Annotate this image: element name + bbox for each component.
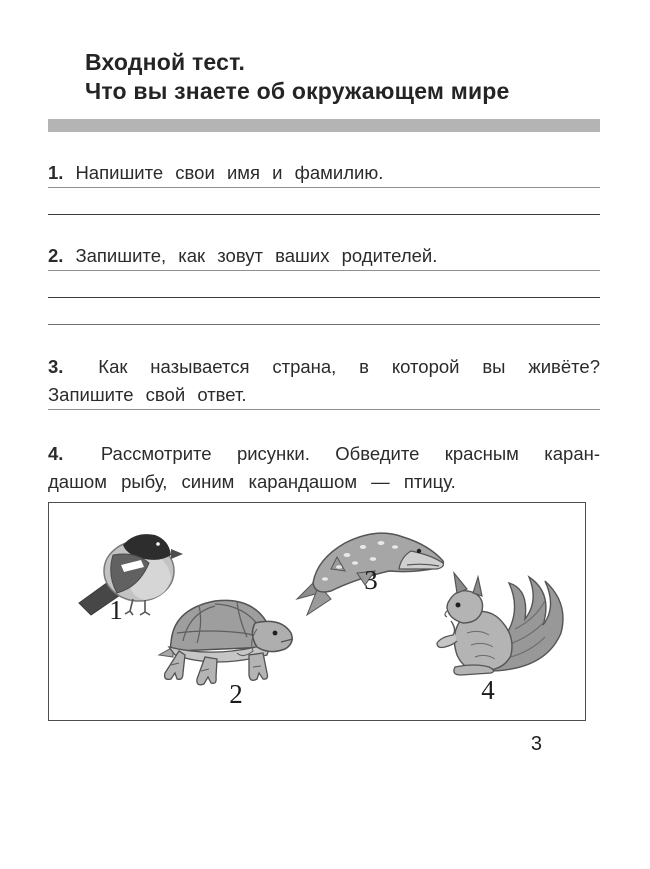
turtle-illustration	[153, 589, 299, 691]
title-line-2: Что вы знаете об окружающем мире	[85, 78, 510, 104]
question-3-text-line2: Запишите свой ответ.	[48, 384, 247, 405]
figure-label-1: 1	[109, 595, 123, 625]
question-1	[48, 159, 600, 215]
page-title	[85, 48, 600, 106]
question-number: 4.	[48, 443, 64, 464]
answer-line	[48, 409, 600, 410]
question-number: 2.	[48, 245, 64, 266]
question-4-text: 4. Рассмотрите рисунки. Обведите красным каран-	[48, 443, 601, 464]
figure-label-4: 4	[481, 675, 495, 705]
animals-figure-box	[48, 502, 586, 721]
question-number: 1.	[48, 162, 64, 183]
answer-line	[48, 187, 600, 188]
answer-line	[48, 297, 600, 298]
question-3	[48, 353, 600, 410]
question-number: 3.	[48, 356, 64, 377]
question-3-text: 3. Как называется страна, в которой вы живёте?	[48, 356, 600, 377]
squirrel-illustration	[427, 571, 577, 687]
title-divider-bar	[48, 119, 600, 132]
figure-label-2: 2	[229, 679, 243, 709]
title-line-1: Входной тест.	[85, 49, 246, 75]
question-2	[48, 242, 600, 325]
question-4-text-line2: дашом рыбу, синим карандашом — птицу.	[48, 471, 456, 492]
answer-line	[48, 214, 600, 215]
question-2-text: 2. Запишите, как зовут ваших родителей.	[48, 245, 438, 266]
answer-line	[48, 324, 600, 325]
figure-label-3: 3	[364, 565, 378, 595]
question-1-text: 1. Напишите свои имя и фамилию.	[48, 162, 384, 183]
question-4	[48, 440, 600, 496]
page-number: 3	[530, 733, 542, 755]
answer-line	[48, 270, 600, 271]
